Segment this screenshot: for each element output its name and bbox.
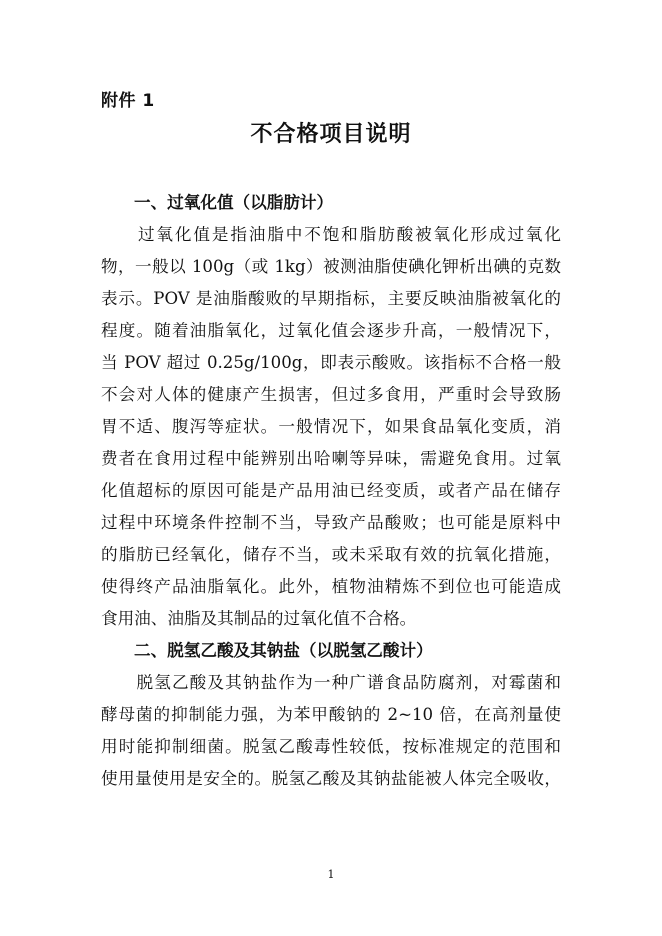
document-body <box>101 187 561 795</box>
section-heading: 一、过氧化值（以脂肪计） <box>134 193 334 212</box>
paragraph-line: 胃不适、腹泻等症状。一般情况下，如果食品氧化变质，消 <box>101 417 561 436</box>
paragraph-line: 当 POV 超过 0.25g/100g，即表示酸败。该指标不合格一般 <box>101 353 561 372</box>
paragraph-line: 过氧化值是指油脂中不饱和脂肪酸被氧化形成过氧化 <box>101 225 561 244</box>
document-title: 不合格项目说明 <box>250 122 412 147</box>
paragraph-line: 使用量使用是安全的。脱氢乙酸及其钠盐能被人体完全吸收， <box>101 769 561 788</box>
paragraph-line: 不会对人体的健康产生损害，但过多食用，严重时会导致肠 <box>101 385 561 404</box>
paragraph-line: 费者在食用过程中能辨别出哈喇等异味，需避免食用。过氧 <box>101 449 561 468</box>
paragraph-line: 过程中环境条件控制不当，导致产品酸败；也可能是原料中 <box>101 513 561 532</box>
paragraph-line: 脱氢乙酸及其钠盐作为一种广谱食品防腐剂，对霉菌和 <box>101 673 561 692</box>
attachment-label: 附件 1 <box>101 91 155 111</box>
paragraph-line: 的脂肪已经氧化，储存不当，或未采取有效的抗氧化措施， <box>101 545 561 564</box>
page-number: 1 <box>327 868 335 881</box>
paragraph-line: 使得终产品油脂氧化。此外，植物油精炼不到位也可能造成 <box>101 577 561 596</box>
paragraph-line: 程度。随着油脂氧化，过氧化值会逐步升高，一般情况下， <box>101 321 561 340</box>
section-heading: 二、脱氢乙酸及其钠盐（以脱氢乙酸计） <box>134 641 433 660</box>
paragraph-line: 表示。POV 是油脂酸败的早期指标，主要反映油脂被氧化的 <box>101 289 561 308</box>
paragraph-line: 食用油、油脂及其制品的过氧化值不合格。 <box>101 609 417 628</box>
paragraph-line: 化值超标的原因可能是产品用油已经变质，或者产品在储存 <box>101 481 561 500</box>
paragraph-line: 物，一般以 100g（或 1kg）被测油脂使碘化钾析出碘的克数 <box>101 257 561 276</box>
paragraph-line: 酵母菌的抑制能力强，为苯甲酸钠的 2~10 倍，在高剂量使 <box>101 705 561 724</box>
paragraph-line: 用时能抑制细菌。脱氢乙酸毒性较低，按标准规定的范围和 <box>101 737 561 756</box>
